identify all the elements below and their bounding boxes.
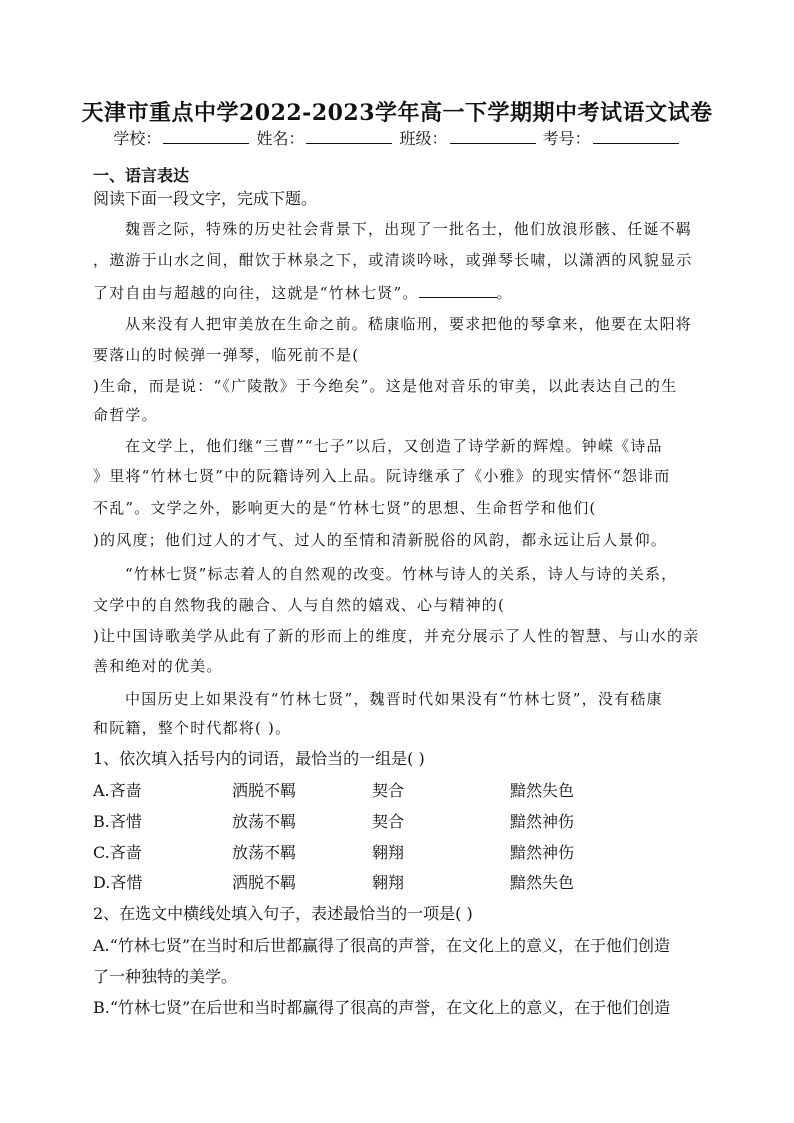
passage-line: 和阮籍，整个时代都将( )。 xyxy=(93,719,292,737)
passage-line: 中国历史上如果没有“竹林七贤”，魏晋时代如果没有“竹林七贤”，没有嵇康 xyxy=(125,690,663,708)
school-label: 学校： xyxy=(113,129,162,148)
number-field[interactable] xyxy=(593,129,679,144)
class-label: 班级： xyxy=(399,129,448,148)
school-field[interactable] xyxy=(163,129,249,144)
passage-line: ，遨游于山水之间，酣饮于林泉之下，或清谈吟咏，或弹琴长啸，以潇洒的风貌显示 xyxy=(93,251,693,269)
passage-line: 在文学上，他们继“三曹”“七子”以后，又创造了诗学新的辉煌。钟嵘《诗品 xyxy=(125,437,663,455)
answer-blank[interactable] xyxy=(419,283,497,298)
passage-line: 命哲学。 xyxy=(93,406,158,424)
passage-line: 不乱”。文学之外，影响更大的是“竹林七贤”的思想、生命哲学和他们( xyxy=(93,499,597,517)
passage-line: 善和绝对的优美。 xyxy=(93,657,223,675)
passage-line: 文学中的自然物我的融合、人与自然的嬉戏、心与精神的( xyxy=(93,596,506,614)
exam-page: 天津市重点中学2022-2023学年高一下学期期中考试语文试卷 学校： 姓名： 班级： 考号： 一、语言表达 阅读下面一段文字，完成下题。 魏晋之际，特殊的历史社会背景下，出现了一批名士，他们放浪形骸、任诞不羁 ，遨游于山水之间，酣饮于林泉之下，或清谈吟咏，或弹琴长啸，以潇洒的风貌显示 了对自由与超越的向往，这就是“竹林七贤”。 。 从来没有人把审美放在生命之前。嵇康临刑，要求把他的琴拿来，他要在太阳将 要落山的时候弹一弹琴，临死前不是( )生命，而是说：“《广陵散》于今绝矣”。这是他对音乐的审美，以此表达自己的生 命哲学。 在文学上，他们继“三曹”“七子”以后，又创造了诗学新的辉煌。钟嵘《诗品 》里将“竹林七贤”中的阮籍诗列入上品。阮诗继承了《小雅》的现实情怀“怨诽而 不乱”。文学之外，影响更大的是“竹林七贤”的思想、生命哲学和他们( )的风度；他们过人的才气、过人的至情和清新脱俗的风韵，都永远让后人景仰。 “竹林七贤”标志着人的自然观的改变。竹林与诗人的关系，诗人与诗的关系， 文学中的自然物我的融合、人与自然的嬉戏、心与精神的( )让中国诗歌美学从此有了新的形而上的维度，并充分展示了人性的智慧、与山水的亲 善和绝对的优美。 中国历史上如果没有“竹林七贤”，魏晋时代如果没有“竹林七贤”，没有嵇康 和阮籍，整个时代都将( )。 1、依次填入括号内的词语，最恰当的一组是( ) A.吝啬 洒脱不羁 契合 黯然失色 B.吝惜 放荡不羁 契合 黯然神伤 C.吝啬 放荡不羁 翱翔 黯然神伤 D.吝惜 洒脱不羁 翱翔 黯然失色 2、在选文中横线处填入句子，表述最恰当的一项是( ) A.“竹林七贤”在当时和后世都赢得了很高的声誉，在文化上的意义，在于他们创造 了一种独特的美学。 B.“竹林七贤”在后世和当时都赢得了很高的声誉，在文化上的意义，在于他们创造 xyxy=(0,0,794,1123)
page-title: 天津市重点中学2022-2023学年高一下学期期中考试语文试卷 xyxy=(81,100,713,126)
passage-line: 魏晋之际，特殊的历史社会背景下，出现了一批名士，他们放浪形骸、任诞不羁 xyxy=(125,220,693,238)
passage-line: 要落山的时候弹一弹琴，临死前不是( xyxy=(93,346,360,364)
question-2-option-a-cont: 了一种独特的美学。 xyxy=(93,967,238,986)
passage-line: 了对自由与超越的向往，这就是“竹林七贤”。 。 xyxy=(93,284,513,302)
class-field[interactable] xyxy=(450,129,536,144)
instruction-text: 阅读下面一段文字，完成下题。 xyxy=(93,189,318,208)
passage-line: “竹林七贤”标志着人的自然观的改变。竹林与诗人的关系，诗人与诗的关系， xyxy=(125,565,678,583)
question-2-option-b[interactable]: B.“竹林七贤”在后世和当时都赢得了很高的声誉，在文化上的意义，在于他们创造 xyxy=(93,998,671,1017)
section-heading: 一、语言表达 xyxy=(93,166,190,185)
passage-line: )的风度；他们过人的才气、过人的至情和清新脱俗的风韵，都永远让后人景仰。 xyxy=(93,531,668,549)
question-2-option-a[interactable]: A.“竹林七贤”在当时和后世都赢得了很高的声誉，在文化上的意义，在于他们创造 xyxy=(93,936,671,955)
passage-line: 从来没有人把审美放在生命之前。嵇康临刑，要求把他的琴拿来，他要在太阳将 xyxy=(125,315,693,333)
passage-line: )让中国诗歌美学从此有了新的形而上的维度，并充分展示了人性的智慧、与山水的亲 xyxy=(93,627,700,645)
passage-line: 》里将“竹林七贤”中的阮籍诗列入上品。阮诗继承了《小雅》的现实情怀“怨诽而 xyxy=(93,467,671,485)
student-info-row xyxy=(0,126,794,149)
question-1-stem: 1、依次填入括号内的词语，最恰当的一组是( ) xyxy=(93,749,425,768)
name-label: 姓名： xyxy=(256,129,305,148)
passage-line: )生命，而是说：“《广陵散》于今绝矣”。这是他对音乐的审美，以此表达自己的生 xyxy=(93,377,678,395)
name-field[interactable] xyxy=(306,129,392,144)
question-2-stem: 2、在选文中横线处填入句子，表述最恰当的一项是( ) xyxy=(93,904,473,923)
number-label: 考号： xyxy=(542,129,591,148)
